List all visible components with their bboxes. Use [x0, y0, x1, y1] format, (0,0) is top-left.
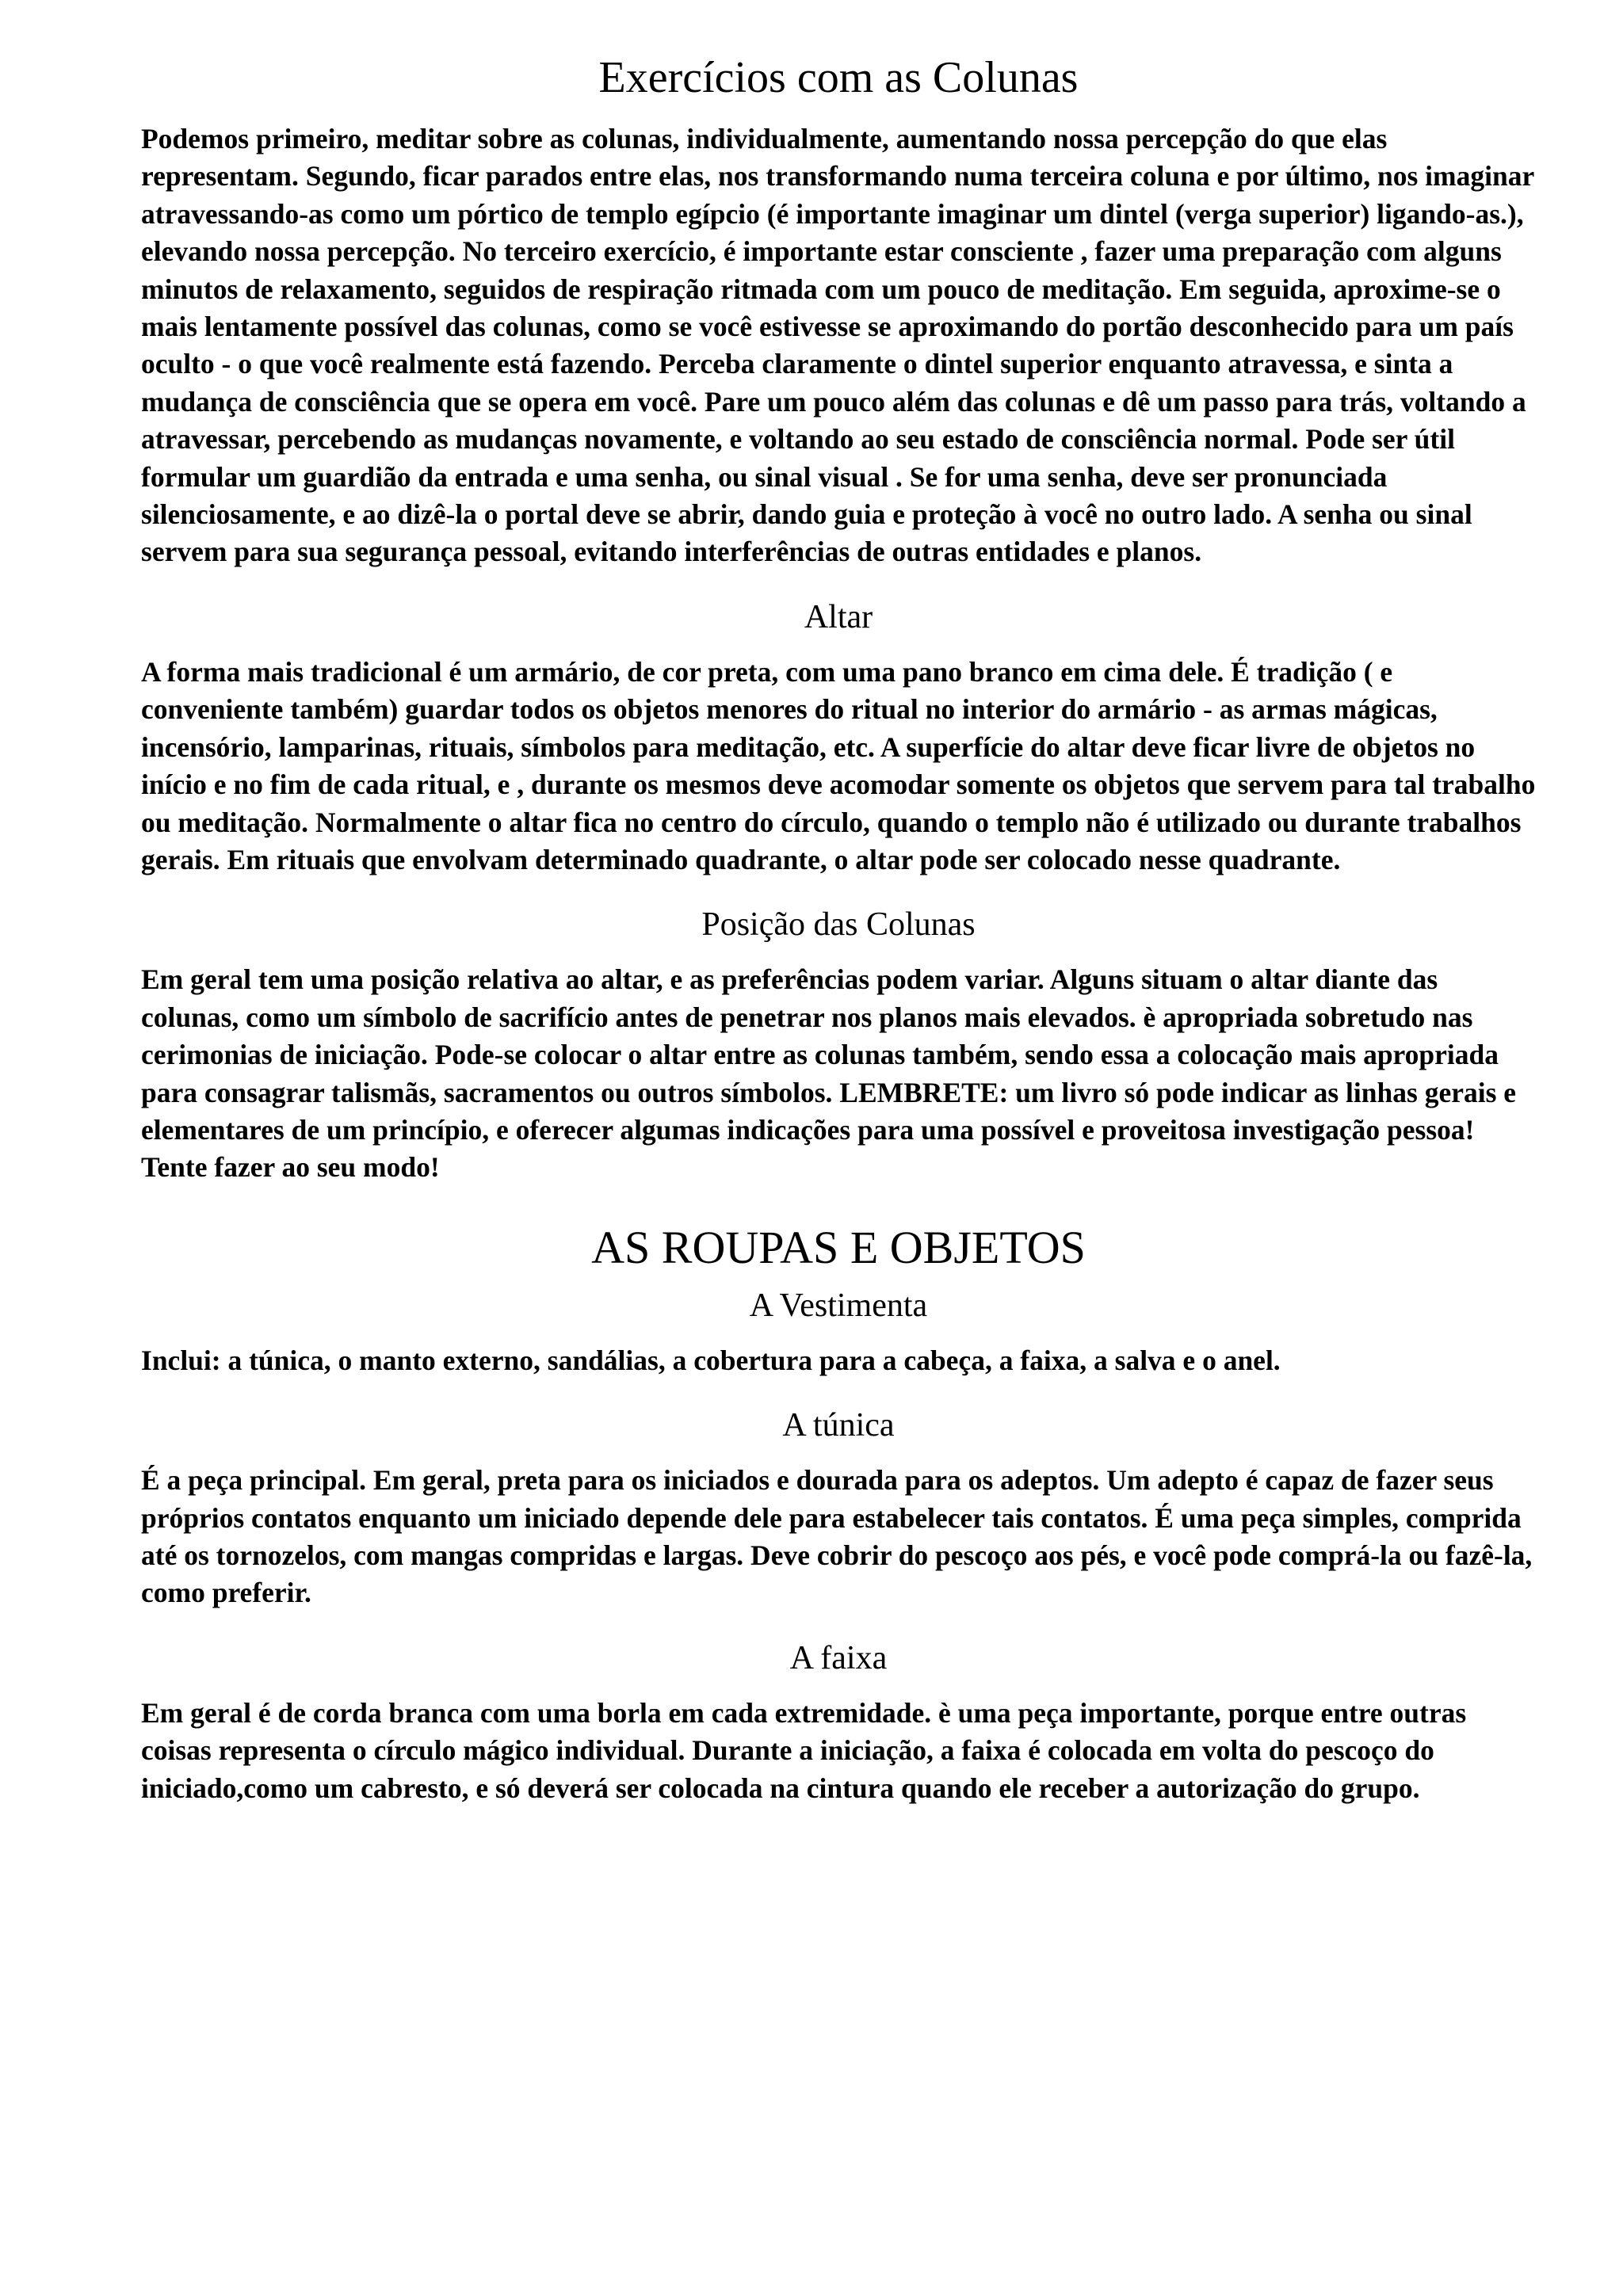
paragraph-tunica: É a peça principal. Em geral, preta para os iniciados e dourada para os adeptos. Um adepto é capaz de fazer seus próprios contatos enquanto um iniciado depende dele para estabelecer tais contatos. É uma peça simples, comprida até os tornozelos, com mangas compridas e largas. Deve cobrir do pescoço aos pés, e você pode comprá-la ou fazê-la, como preferir.: [141, 1464, 1533, 1609]
paragraph-posicao-colunas: Em geral tem uma posição relativa ao altar, e as preferências podem variar. Alguns situam o altar diante das colunas, como um símbolo de sacrifício antes de penetrar nos planos mais elevados. è apropriada sobretudo nas cerimonias de iniciação. Pode-se colocar o altar entre as colunas também, sendo essa a colocação mais apropriada para consagrar talismãs, sacramentos ou outros símbolos. LEMBRETE: um livro só pode indicar as linhas gerais e elementares de um princípio, e oferecer algumas indicações para uma possível e proveitosa investigação pessoa! Tente fazer ao seu modo!: [141, 963, 1517, 1184]
heading-faixa: A faixa: [789, 1639, 888, 1676]
paragraph-faixa: Em geral é de corda branca com uma borla em cada extremidade. è uma peça importante, porque entre outras coisas representa o círculo mágico individual. Durante a iniciação, a faixa é colocada em volta do pescoço do iniciado,como um cabresto, e só deverá ser colocada na cintura quando ele receber a autorização do grupo.: [141, 1696, 1467, 1804]
heading-tunica: A túnica: [782, 1407, 895, 1444]
paragraph-altar: A forma mais tradicional é um armário, de cor preta, com uma pano branco em cima dele. É tradição ( e conveniente também) guardar todos os objetos menores do ritual no interior do armário - as armas mágicas, incensório, lamparinas, rituais, símbolos para meditação, etc. A superfície do altar deve ficar livre de objetos no início e no fim de cada ritual, e , durante os mesmos deve acomodar somente os objetos que servem para tal trabalho ou meditação. Normalmente o altar fica no centro do círculo, quando o templo não é utilizado ou durante trabalhos gerais. Em rituais que envolvam determinado quadrante, o altar pode ser colocado nesse quadrante.: [141, 655, 1536, 875]
page-title: Exercícios com as Colunas: [598, 53, 1079, 102]
heading-vestimenta: A Vestimenta: [749, 1287, 928, 1324]
heading-posicao-colunas: Posição das Colunas: [701, 906, 976, 944]
document-page: [141, 46, 1536, 1807]
paragraph-colunas-exercicios: Podemos primeiro, meditar sobre as colunas, individualmente, aumentando nossa percepção do que elas representam. Segundo, ficar parados entre elas, nos transformando numa terceira coluna e por último, nos imaginar atravessando-as como um pórtico de templo egípcio (é importante imaginar um dintel (verga superior) ligando-as.), elevando nossa percepção. No terceiro exercício, é importante estar consciente , fazer uma preparação com alguns minutos de relaxamento, seguidos de respiração ritmada com um pouco de meditação. Em seguida, aproxime-se o mais lentamente possível das colunas, como se você estivesse se aproximando do portão desconhecido para um país oculto - o que você realmente está fazendo. Perceba claramente o dintel superior enquanto atravessa, e sinta a mudança de consciência que se opera em você. Pare um pouco além das colunas e dê um passo para trás, voltando a atravessar, percebendo as mudanças novamente, e voltando ao seu estado de consciência normal. Pode ser útil formular um guardião da entrada e uma senha, ou sinal visual . Se for uma senha, deve ser pronunciada silenciosamente, e ao dizê-la o portal deve se abrir, dando guia e proteção à você no outro lado. A senha ou sinal servem para sua segurança pessoal, evitando interferências de outras entidades e planos.: [141, 123, 1534, 568]
heading-altar: Altar: [804, 598, 873, 635]
paragraph-vestimenta: Inclui: a túnica, o manto externo, sandálias, a cobertura para a cabeça, a faixa, a salva e o anel.: [141, 1344, 1281, 1376]
chapter-title: AS ROUPAS E OBJETOS: [591, 1221, 1086, 1273]
